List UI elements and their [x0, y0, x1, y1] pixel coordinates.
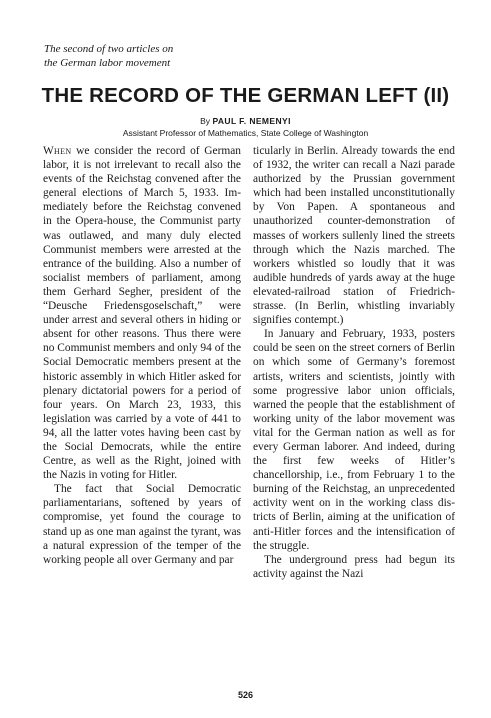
body-column-right [253, 144, 455, 684]
body-column-left [43, 144, 241, 684]
kicker-line-1: The second of two articles on [44, 43, 174, 55]
paragraph [43, 144, 241, 482]
paragraph-text: we consider the record of German labor, it is not irrelevant to recall also the events of the Reichstag convened after the general elections of March 5, 1933. Immediately before the Reichstag convened in the Opera-house, the Communist party was outlawed, and many duly elected Communist members were arrested at the entrance of the building. Also a number of socialist members of parliament, among them Gerhard Segher, president of the “Deusche Friedensgoselschaft,” were under arrest and several others in hiding or absent for other reasons. Thus there were no Communist members and only 94 of the Social Democratic members present at the historic assembly in which Hitler asked for plenary dictatorial powers for a period of four years. On March 23, 1933, this legislation was carried by a vote of 441 to 94, all the latter votes having been cast by the Social Democrats, while the entire Centre, as well as the Right, joined with the Nazis in voting for Hitler. [43, 145, 241, 482]
lead-word: When [43, 145, 72, 157]
article-title: THE RECORD OF THE GERMAN LEFT (II) [41, 84, 450, 107]
paragraph: ticularly in Berlin. Already towards the end of 1932, the writer can recall a Nazi parade authorized by the Prussian government which had been installed unconstitutionally by Von Papen. A spontaneous and unauthorized counter-demonstration of masses of workers sullenly lined the streets through which the Nazis marched. The workers whistled so loudly that it was audible hundreds of yards away at the huge elevated-railroad station of Friedrich-strasse. (In Berlin, whistling invariably signifies contempt.) [253, 145, 455, 327]
paragraph: In January and February, 1933, posters could be seen on the street corners of Berlin on which some of Germany’s foremost artists, writers and scientists, jointly with some progressive labor union officials, warned the people that the establishment of working unity of the labor movement was vital for the German nation as well as for every German laborer. And indeed, during the first few weeks of Hitler’s chancellorship, i.e., from February 1 to the burning of the Reichstag, an unprecedented activity went on in the working class districts of Berlin, aiming at the unification of anti-Hitler forces and the intensification of the struggle. [253, 328, 455, 552]
author-name: PAUL F. NEMENYI [212, 116, 291, 126]
byline [0, 116, 491, 127]
article-kicker [44, 42, 244, 70]
paragraph: The fact that Social Democratic parliamentarians, softened by years of compromise, yet found the courage to stand up as one man against the tyrant, was a natural expression of the temper of the working people all over Germany and par [43, 483, 241, 566]
author-affiliation: Assistant Professor of Mathematics, State College of Washington [122, 128, 369, 138]
byline-by: By [200, 116, 211, 126]
page-number: 526 [237, 690, 254, 700]
paragraph: The underground press had begun its activity against the Nazi [253, 553, 455, 580]
kicker-line-2: the German labor movement [44, 57, 171, 69]
